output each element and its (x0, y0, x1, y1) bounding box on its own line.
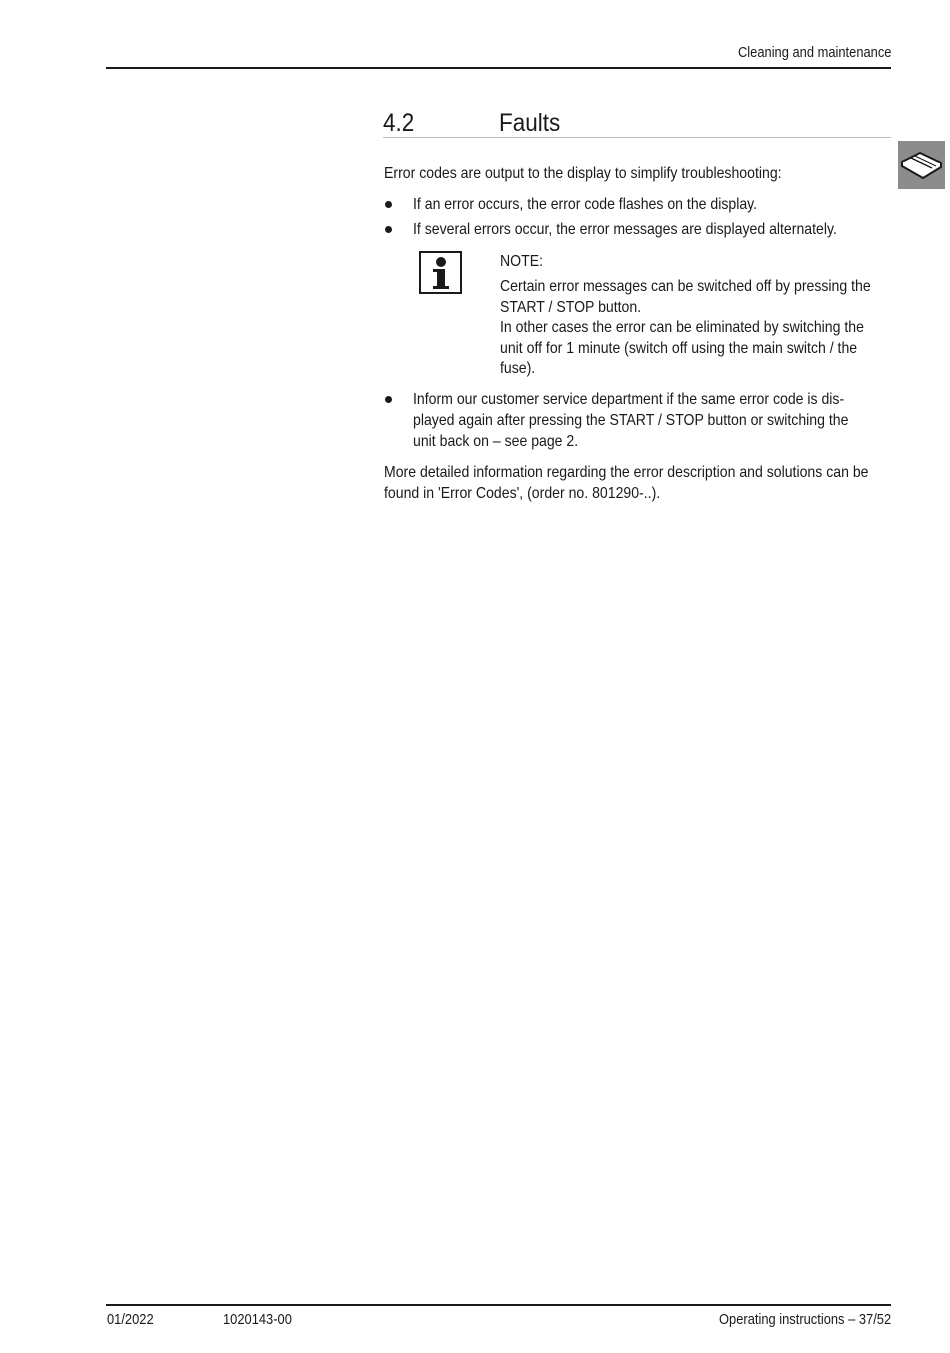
note-line: START / STOP button. (500, 299, 642, 316)
footer-page-info: Operating instructions – 37/52 (718, 1311, 891, 1328)
bullet-marker (385, 396, 392, 403)
bullet-text: Inform our customer service department if the same error code is dis- (413, 391, 845, 408)
note-line: unit off for 1 minute (switch off using the main switch / the (500, 340, 858, 357)
chapter-side-tab (898, 141, 945, 189)
section-heading (383, 109, 891, 138)
note-label: NOTE: (500, 253, 544, 270)
section-number: 4.2 (383, 109, 415, 137)
footer-doc-number: 1020143-00 (223, 1311, 292, 1328)
bullet-text: If several errors occur, the error messages are displayed alternately. (413, 221, 837, 238)
footer-rule (106, 1304, 891, 1306)
note-line: Certain error messages can be switched off by pressing the (500, 278, 871, 295)
note-line: In other cases the error can be eliminated by switching the (500, 319, 864, 336)
bullet-marker (385, 201, 392, 208)
intro-text: Error codes are output to the display to simplify troubleshooting: (384, 165, 782, 182)
running-header: Cleaning and maintenance (737, 44, 891, 61)
bullet-text: played again after pressing the START / STOP button or switching the (413, 412, 849, 429)
closing-text: found in 'Error Codes', (order no. 801290-..). (384, 485, 661, 502)
open-book-icon (898, 141, 945, 189)
info-icon (419, 251, 462, 294)
bullet-text: If an error occurs, the error code flashes on the display. (413, 196, 758, 213)
header-rule (106, 67, 891, 69)
section-title: Faults (499, 109, 561, 137)
note-line: fuse). (500, 360, 536, 377)
bullet-text: unit back on – see page 2. (413, 433, 579, 450)
bullet-marker (385, 226, 392, 233)
closing-text: More detailed information regarding the error description and solutions can be (384, 464, 869, 481)
footer-date: 01/2022 (107, 1311, 154, 1328)
